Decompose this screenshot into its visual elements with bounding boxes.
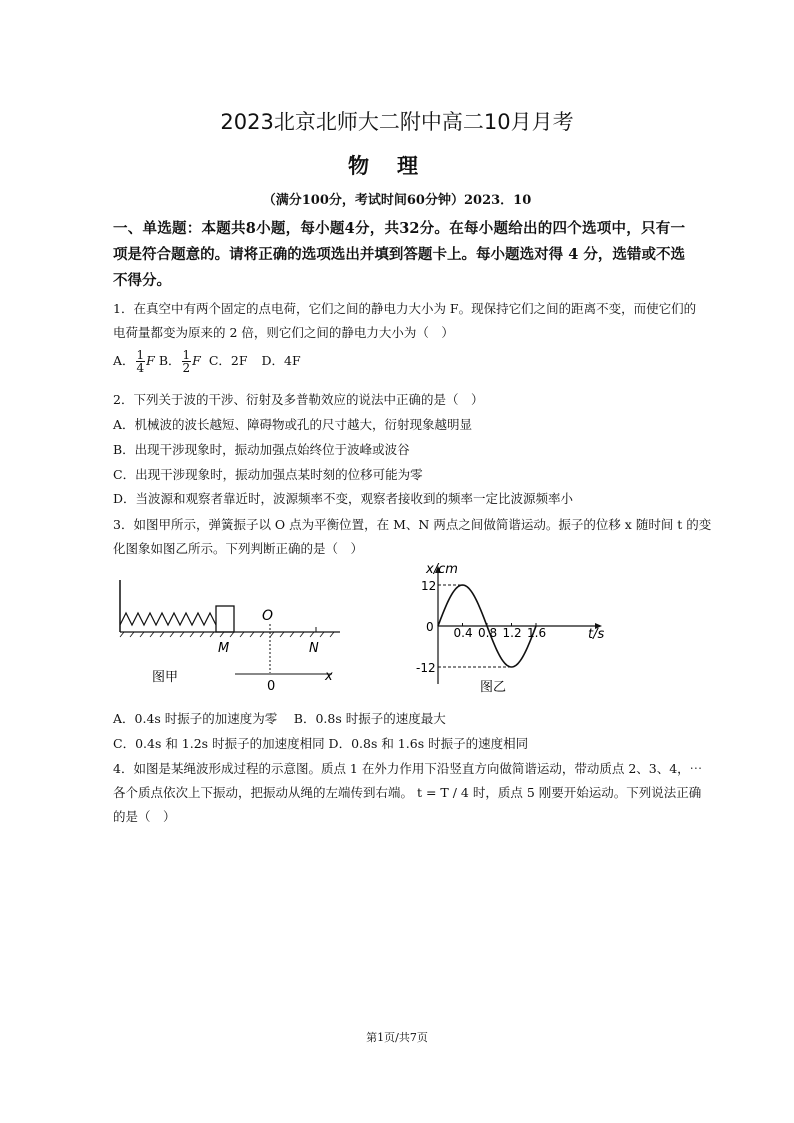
q2-stem: 2．下列关于波的干涉、衍射及多普勒效应的说法中正确的是（ ） (113, 392, 484, 407)
q1-option-b-label: B． (158, 353, 181, 368)
exam-meta: （满分100分，考试时间60分钟）2023．10 (262, 193, 532, 208)
q1-option-a-fraction (136, 349, 146, 374)
q1-option-a-numerator: 1 (136, 348, 145, 362)
q2-option-b: B．出现干涉现象时，振动加强点始终位于波峰或波谷 (113, 442, 410, 457)
q1-option-b-denominator: 2 (182, 361, 191, 375)
label-zero: 0 (267, 679, 276, 694)
q3-options-line1: A．0.4s 时振子的加速度为零 B．0.8s 时振子的速度最大 (113, 711, 446, 726)
q1-option-a-var: F (146, 353, 155, 368)
label-x: x (325, 669, 333, 684)
q1-option-d: D．4F (261, 353, 301, 368)
x-tick-label-1: 0.8 (478, 626, 498, 640)
q2-option-c: C．出现干涉现象时，振动加强点某时刻的位移可能为零 (113, 467, 423, 482)
x-axis-label: t/s (588, 627, 605, 642)
q1-option-b-fraction (182, 349, 192, 374)
x-tick-label-2: 1.2 (502, 626, 522, 640)
label-M: M (218, 641, 230, 656)
q1-option-a-denominator: 4 (136, 361, 145, 375)
spring (120, 613, 216, 625)
q2-option-a: A．机械波的波长越短、障碍物或孔的尺寸越大，衍射现象越明显 (113, 417, 473, 432)
q4-stem-line3: 的是（ ） (113, 809, 176, 824)
q3-options-line2: C．0.4s 和 1.2s 时振子的加速度相同 D．0.8s 和 1.6s 时振子的速度相同 (113, 736, 529, 751)
q1-option-a-label: A． (113, 353, 135, 368)
q3-stem-line1: 3．如图甲所示，弹簧振子以 O 点为平衡位置，在 M、N 两点之间做简谐运动。振子的位移 x 随时间 t 的变 (113, 517, 712, 532)
x-tick-label-0: 0.4 (453, 626, 473, 640)
q1-stem-line2: 电荷量都变为原来的 2 倍，则它们之间的静电力大小为（ ） (113, 325, 454, 340)
figure-a-caption: 图甲 (152, 670, 179, 685)
y-tick-label-0: 12 (421, 579, 437, 593)
label-N: N (309, 641, 319, 656)
q1-option-b-numerator: 1 (182, 348, 191, 362)
q4-stem-line1: 4．如图是某绳波形成过程的示意图。质点 1 在外力作用下沿竖直方向做简谐运动，带动质点 2、3、4，⋯ (113, 761, 703, 776)
figure-b-caption: 图乙 (480, 680, 507, 695)
page-title: 2023北京北师大二附中高二10月月考 (220, 110, 574, 134)
y-tick-label-1: 0 (426, 620, 434, 634)
x-tick-label-3: 1.6 (527, 626, 547, 640)
ground-hatching (120, 632, 334, 637)
q1-options (113, 349, 301, 374)
label-O: O (262, 608, 274, 624)
oscillator-block (216, 606, 234, 632)
section-heading: 一、单选题：本题共8小题，每小题4分，共32分。在每小题给出的四个选项中，只有一项是符合题意的。请将正确的选项选出并填到答题卡上。每小题选对得 4 分，选错或不选不得分。 (113, 220, 685, 289)
figure-displacement-time-graph (418, 558, 618, 698)
q1-option-b-var: F (192, 353, 201, 368)
figure-spring-oscillator (110, 575, 350, 695)
q3-stem-line2: 化图象如图乙所示。下列判断正确的是（ ） (113, 541, 364, 556)
page-number: 第1页/共7页 (366, 1031, 428, 1044)
y-axis-label: x/cm (426, 562, 458, 577)
q2-option-d: D．当波源和观察者靠近时，波源频率不变，观察者接收到的频率一定比波源频率小 (113, 491, 574, 506)
subject-title: 物理 (348, 154, 446, 178)
q1-stem-line1: 1．在真空中有两个固定的点电荷，它们之间的静电力大小为 F。现保持它们之间的距离不变，而使它们的 (113, 301, 697, 316)
y-tick-label-2: -12 (416, 661, 436, 675)
q1-option-c: C．2F (208, 353, 248, 368)
q4-stem-line2: 各个质点依次上下振动，把振动从绳的左端传到右端。 t = T / 4 时，质点 5 刚要开始运动。下列说法正确 (113, 785, 702, 800)
